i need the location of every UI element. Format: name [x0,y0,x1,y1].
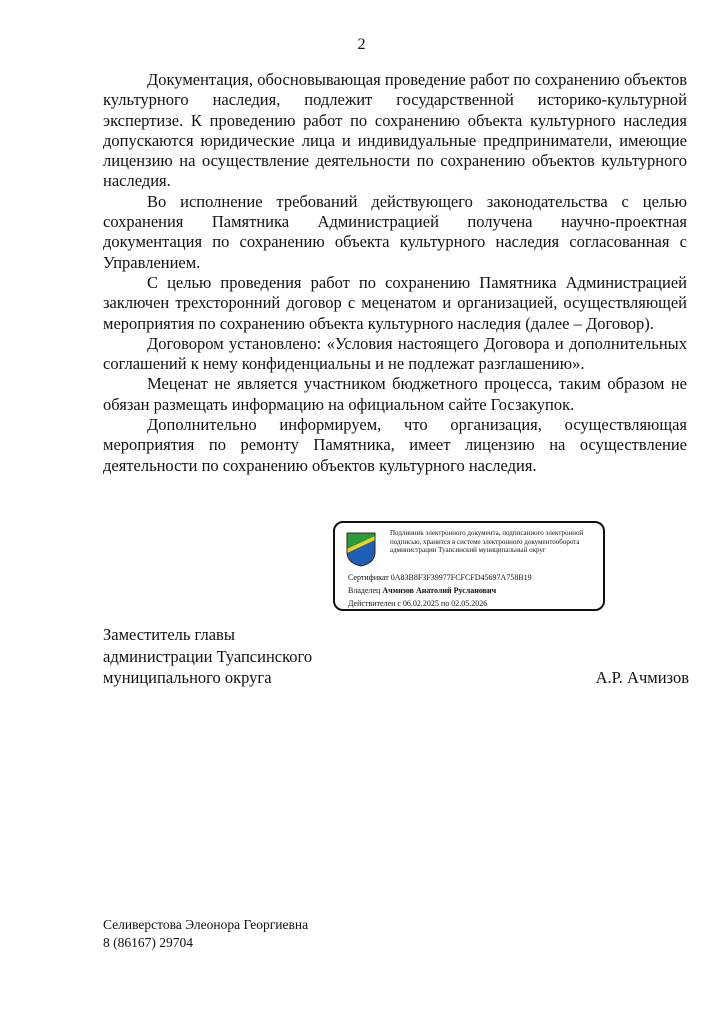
letter-body [103,70,687,476]
paragraph-confidentiality: Договором установлено: «Условия настоящего Договора и дополнительных соглашений к нему конфиденциальны и не подлежат разглашению». [103,333,687,374]
position-line-3: муниципального округа [103,668,272,687]
paragraph-license: Дополнительно информируем, что организация, осуществляющая мероприятия по ремонту Памятника, имеет лицензию на осуществление деятельности по сохранению объектов культурного наследия. [103,415,687,475]
paragraph-patron: Меценат не является участником бюджетного процесса, таким образом не обязан размещать информацию на официальном сайте Госзакупок. [103,374,687,414]
owner-label: Владелец [348,586,381,595]
paragraph-expertise: Документация, обосновывающая проведение работ по сохранению объектов культурного наследия, подлежит государственной историко-культурной экспертизе. К проведению работ по сохранению объекта культурного наследия допускаются юридические лица и индивидуальные предприниматели, имеющие лицензию на осуществление деятельности по сохранению объектов культурного наследия. [103,70,687,191]
signatory-name: А.Р. Ачмизов [595,668,689,687]
validity-line [348,599,487,609]
owner-line [348,586,496,596]
valid-from: 06.02.2025 [402,599,439,608]
paragraph-contract: С целью проведения работ по сохранению Памятника Администрацией заключен трехсторонний договор с меценатом и организацией, осуществляющей мероприятия по сохранению объекта культурного наследия (далее – Договор). [103,272,687,333]
signatory-position [103,624,312,689]
electronic-signature-stamp [333,521,605,611]
executor-info [103,916,308,952]
certificate-value: 0A83B8F3F39977FCFCFD45697A758B19 [390,573,532,582]
valid-label: Действителен с [348,599,401,608]
valid-to-label: по [440,599,450,608]
stamp-header: Подлинник электронного документа, подписанного электронной подписью, хранится в системе электронного документооборота администрации Туапсинский муниципальный округ [390,529,584,554]
position-line-2: администрации Туапсинского [103,646,313,666]
certificate-line [348,573,532,583]
position-line-1: Заместитель главы [103,625,235,644]
executor-name: Селиверстова Элеонора Георгиевна [103,917,309,932]
page-number: 2 [357,36,366,53]
certificate-label: Сертификат [348,573,389,582]
paragraph-documentation: Во исполнение требований действующего законодательства с целью сохранения Памятника Администрацией получена научно-проектная документация по сохранению объекта культурного наследия согласованная с Управлением. [103,191,687,272]
valid-to: 02.05.2026 [451,599,488,608]
executor-phone: 8 (86167) 29704 [103,935,193,950]
owner-value: Ачмизов Анатолий Русланович [382,586,497,595]
municipal-coat-of-arms-icon [346,532,376,567]
